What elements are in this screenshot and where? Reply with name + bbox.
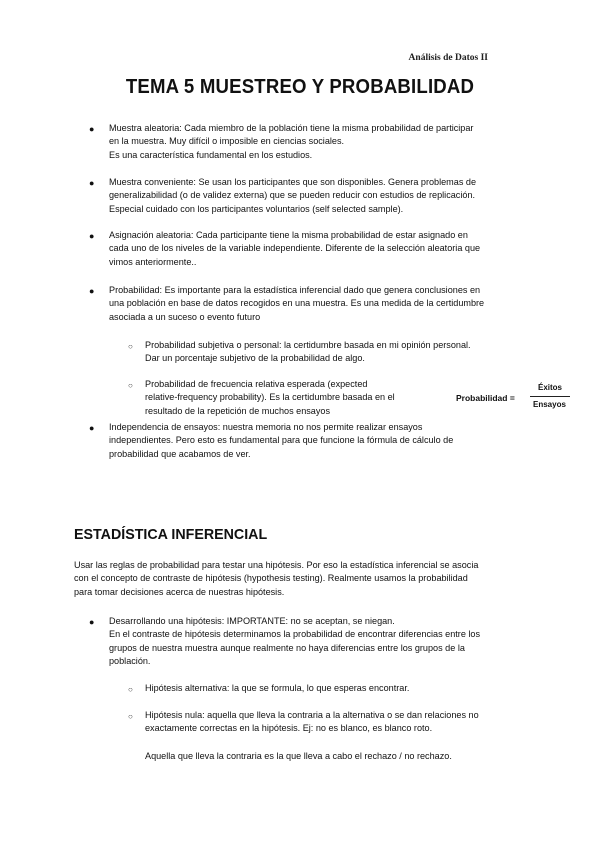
- page-title: TEMA 5 MUESTREO Y PROBABILIDAD: [125, 76, 475, 98]
- text-line: una población en base de datos recogidos en una muestra. Es una medida de la certidumbre: [109, 298, 485, 309]
- text-line: con el concepto de contraste de hipótesis (hypothesis testing). Realmente usamos la probabilidad: [74, 573, 468, 584]
- text-line: en la muestra. Muy difícil o imposible en ciencias sociales.: [109, 136, 345, 147]
- text-line: cada uno de los niveles de la variable independiente. Diferente de la selección aleatoria que: [109, 243, 481, 254]
- fraction-bar: [530, 396, 570, 397]
- text-line: población.: [109, 656, 151, 667]
- closing-note: Aquella que lleva la contraria es la que lleva a cabo el rechazo / no rechazo.: [145, 751, 452, 761]
- text-line: Probabilidad: Es importante para la estadística inferencial dado que genera conclusiones en: [109, 285, 481, 295]
- bullet-icon: ●: [89, 231, 95, 241]
- circle-bullet-icon: ○: [128, 685, 133, 694]
- circle-bullet-icon: ○: [128, 342, 133, 351]
- formula-numerator: Éxitos: [538, 383, 563, 392]
- text-line: para tomar decisiones acerca de nuestras hipótesis.: [74, 586, 285, 597]
- subitem-probabilidad-frecuencia: [145, 378, 395, 418]
- text-line: Muestra conveniente: Se usan los participantes que son disponibles. Genera problemas de: [109, 177, 477, 187]
- text-line: Especial cuidado con los participantes voluntarios (self selected sample).: [109, 203, 404, 214]
- item-probabilidad: [109, 284, 484, 324]
- bullet-icon: ●: [89, 178, 95, 188]
- text-line: Independencia de ensayos: nuestra memoria no nos permite realizar ensayos: [109, 422, 423, 432]
- text-line: asociada a un suceso o evento futuro: [109, 311, 261, 322]
- text-line: generalizabilidad (o de validez externa) que se pueden reducir con estudios de replicación.: [109, 190, 476, 201]
- item-desarrollando-hipotesis: [109, 615, 480, 669]
- item-independencia-ensayos: [109, 421, 453, 461]
- bullet-icon: ●: [89, 124, 95, 134]
- text-line: resultado de la repetición de muchos ensayos: [145, 405, 331, 416]
- section-title: ESTADÍSTICA INFERENCIAL: [74, 526, 268, 543]
- item-asignacion-aleatoria: [109, 229, 480, 269]
- subitem-hipotesis-alternativa: [145, 682, 409, 695]
- text-line: Desarrollando una hipótesis: IMPORTANTE: no se aceptan, se niegan.: [109, 616, 395, 626]
- text-line: Probabilidad subjetiva o personal: la certidumbre basada en mi opinión personal.: [145, 340, 471, 350]
- item-muestra-conveniente: [109, 176, 476, 216]
- text-line: Asignación aleatoria: Cada participante tiene la misma probabilidad de estar asignado en: [109, 230, 468, 240]
- course-header: Análisis de Datos II: [408, 53, 488, 63]
- text-line: En el contraste de hipótesis determinamos la probabilidad de encontrar diferencias entre los: [109, 629, 481, 640]
- text-line: vimos anteriormente..: [109, 256, 197, 267]
- text-line: Hipótesis alternativa: la que se formula, lo que esperas encontrar.: [145, 683, 410, 693]
- text-line: exactamente correctas en la hipótesis. Ej: no es blanco, es blanco roto.: [145, 723, 433, 734]
- text-line: grupos de nuestra muestra aunque realmente no haya diferencias entre los grupos de la: [109, 642, 465, 653]
- text-line: Dar un porcentaje subjetivo de la probabilidad de algo.: [145, 353, 365, 364]
- bullet-icon: ●: [89, 423, 95, 433]
- circle-bullet-icon: ○: [128, 381, 133, 390]
- bullet-icon: ●: [89, 286, 95, 296]
- formula-label: Probabilidad =: [456, 393, 515, 403]
- text-line: probabilidad que acabamos de ver.: [109, 448, 251, 459]
- text-line: Muestra aleatoria: Cada miembro de la población tiene la misma probabilidad de participar: [109, 123, 474, 133]
- bullet-icon: ●: [89, 617, 95, 627]
- subitem-hipotesis-nula: [145, 709, 479, 736]
- text-line: independientes. Pero esto es fundamental para que funcione la fórmula de cálculo de: [109, 435, 454, 446]
- item-muestra-aleatoria: [109, 122, 473, 162]
- text-line: relative-frequency probability). Es la certidumbre basada en el: [145, 392, 395, 403]
- text-line: Usar las reglas de probabilidad para testar una hipótesis. Por eso la estadística inferencial se asocia: [74, 560, 479, 570]
- section-intro: [74, 559, 478, 599]
- probability-formula: [455, 383, 585, 417]
- text-line: Hipótesis nula: aquella que lleva la contraria a la alternativa o se dan relaciones no: [145, 710, 479, 720]
- subitem-probabilidad-subjetiva: [145, 339, 471, 366]
- text-line: Es una característica fundamental en los estudios.: [109, 149, 313, 160]
- text-line: Probabilidad de frecuencia relativa esperada (expected: [145, 379, 368, 389]
- circle-bullet-icon: ○: [128, 712, 133, 721]
- formula-denominator: Ensayos: [533, 400, 566, 409]
